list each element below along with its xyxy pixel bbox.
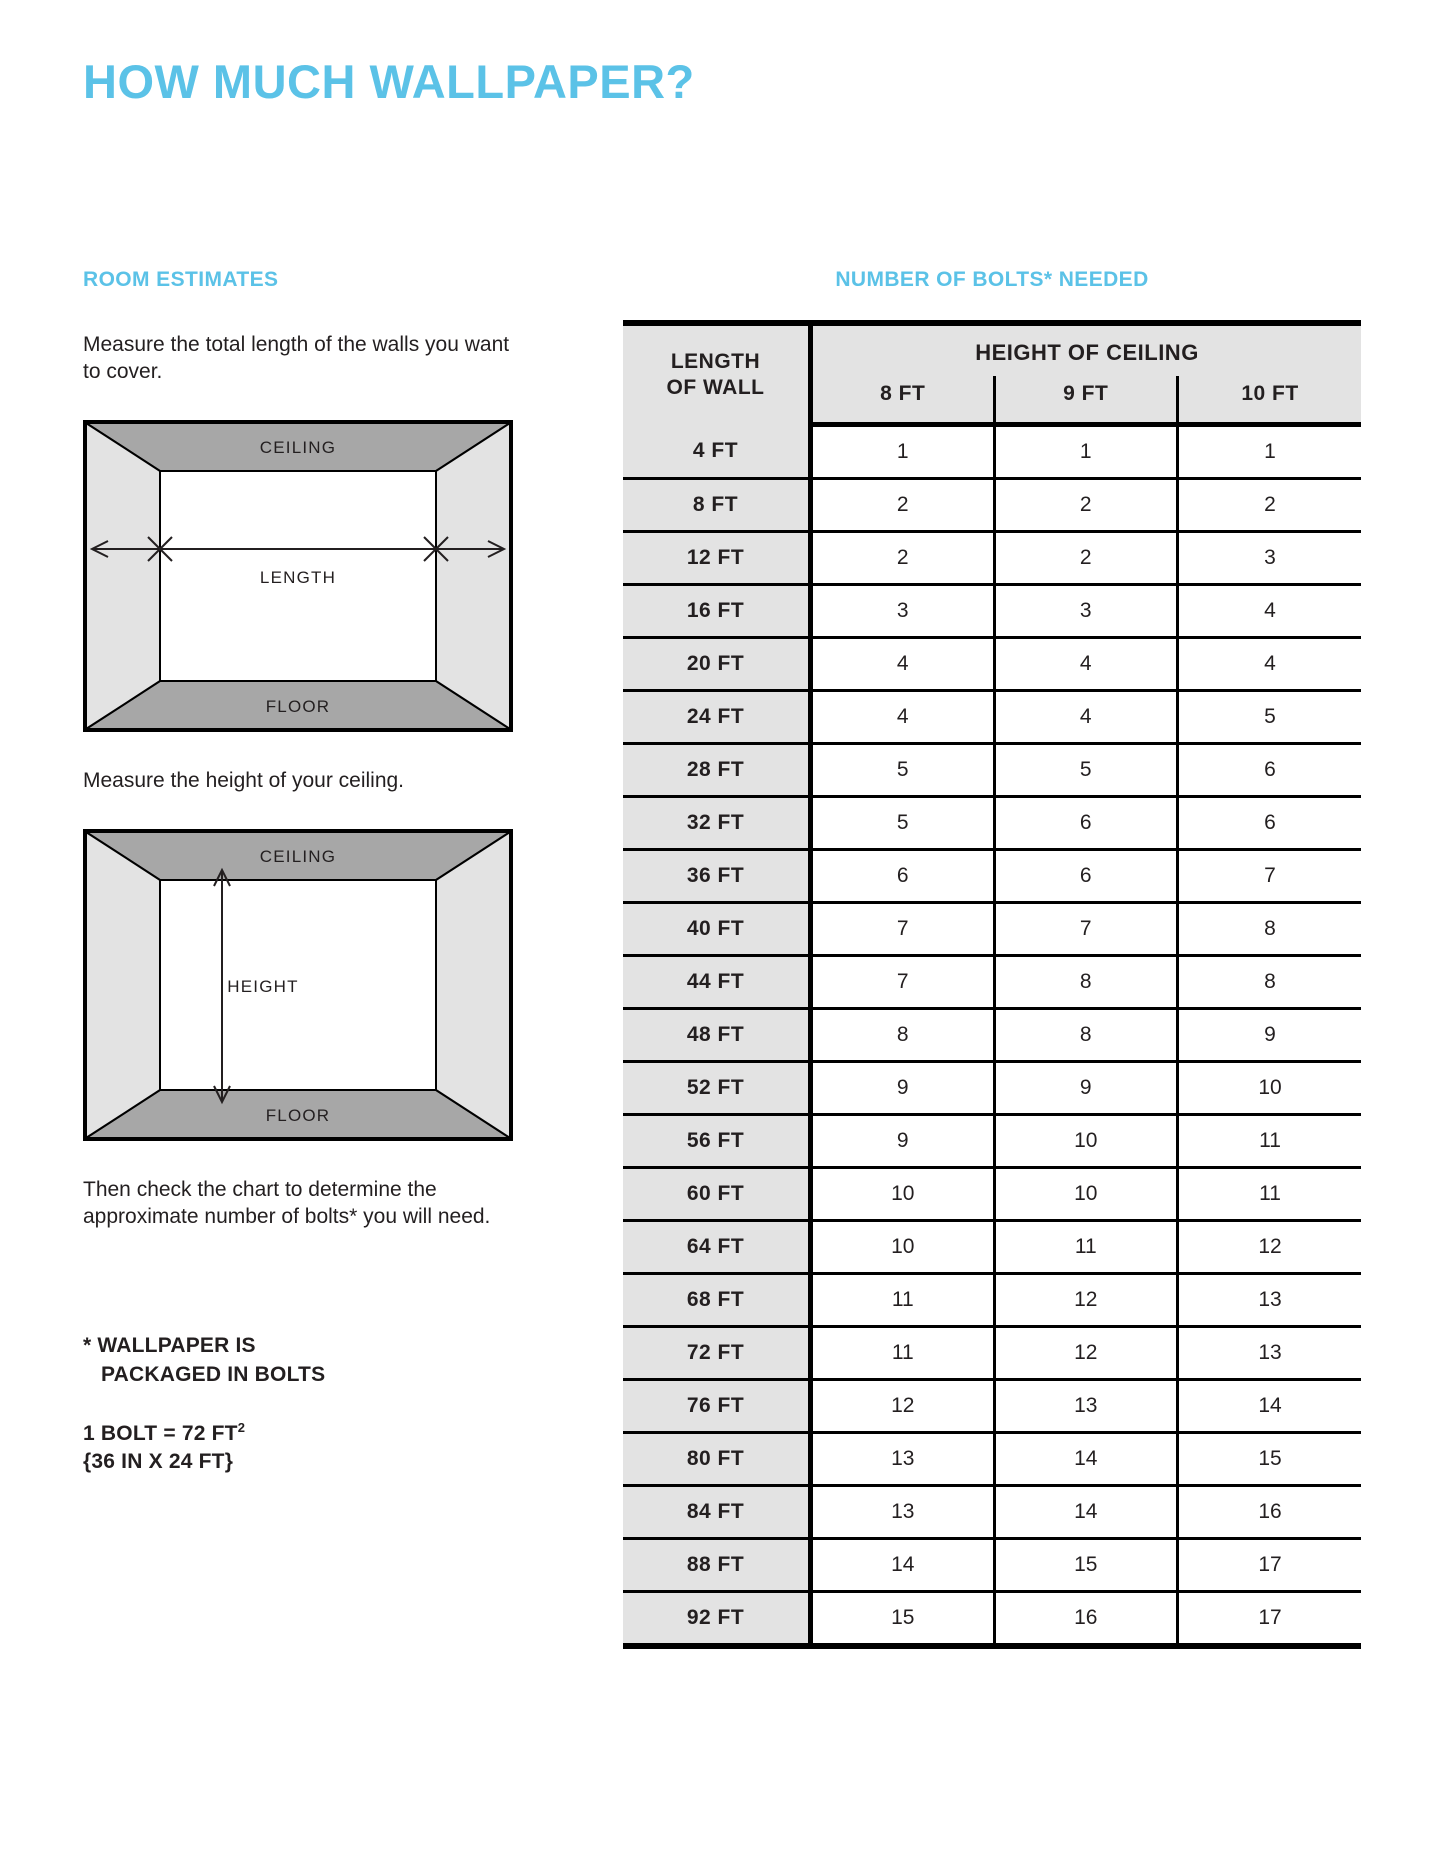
bolt-footnote-line-2: PACKAGED IN BOLTS <box>101 1362 326 1386</box>
cell-bolts-9ft: 7 <box>994 903 1178 956</box>
cell-bolts-10ft: 9 <box>1178 1009 1362 1062</box>
cell-bolts-9ft: 12 <box>994 1327 1178 1380</box>
cell-wall-length: 44 FT <box>623 956 811 1009</box>
cell-bolts-8ft: 7 <box>811 956 995 1009</box>
bolts-table <box>623 326 1361 1643</box>
cell-bolts-10ft: 14 <box>1178 1380 1362 1433</box>
table-row <box>623 1274 1361 1327</box>
cell-bolts-8ft: 3 <box>811 585 995 638</box>
cell-bolts-10ft: 12 <box>1178 1221 1362 1274</box>
cell-bolts-8ft: 2 <box>811 479 995 532</box>
cell-bolts-10ft: 17 <box>1178 1539 1362 1592</box>
table-row <box>623 585 1361 638</box>
table-row <box>623 956 1361 1009</box>
table-row <box>623 1433 1361 1486</box>
table-row <box>623 1115 1361 1168</box>
cell-wall-length: 64 FT <box>623 1221 811 1274</box>
cell-bolts-10ft: 6 <box>1178 797 1362 850</box>
table-row <box>623 425 1361 479</box>
room-diagram-height <box>83 829 513 1141</box>
cell-bolts-10ft: 8 <box>1178 956 1362 1009</box>
cell-bolts-8ft: 9 <box>811 1115 995 1168</box>
table-row <box>623 1380 1361 1433</box>
cell-bolts-9ft: 2 <box>994 479 1178 532</box>
diagram-ceiling-label: CEILING <box>259 437 337 457</box>
header-ceiling-8ft: 8 FT <box>811 376 995 425</box>
cell-bolts-10ft: 13 <box>1178 1274 1362 1327</box>
cell-bolts-9ft: 6 <box>994 797 1178 850</box>
cell-bolts-8ft: 6 <box>811 850 995 903</box>
cell-bolts-10ft: 13 <box>1178 1327 1362 1380</box>
cell-bolts-8ft: 2 <box>811 532 995 585</box>
cell-wall-length: 28 FT <box>623 744 811 797</box>
cell-bolts-10ft: 4 <box>1178 585 1362 638</box>
cell-bolts-9ft: 12 <box>994 1274 1178 1327</box>
cell-bolts-8ft: 10 <box>811 1168 995 1221</box>
bolt-size-note <box>83 1419 513 1477</box>
cell-wall-length: 60 FT <box>623 1168 811 1221</box>
cell-bolts-9ft: 11 <box>994 1221 1178 1274</box>
cell-bolts-10ft: 5 <box>1178 691 1362 744</box>
table-row <box>623 638 1361 691</box>
cell-bolts-9ft: 5 <box>994 744 1178 797</box>
cell-bolts-10ft: 3 <box>1178 532 1362 585</box>
cell-wall-length: 68 FT <box>623 1274 811 1327</box>
cell-bolts-10ft: 10 <box>1178 1062 1362 1115</box>
cell-bolts-8ft: 10 <box>811 1221 995 1274</box>
bolt-size-line-2: {36 IN X 24 FT} <box>83 1450 234 1474</box>
instruction-paragraph-3: Then check the chart to determine the approximate number of bolts* you will need. <box>83 1177 491 1228</box>
cell-bolts-10ft: 16 <box>1178 1486 1362 1539</box>
cell-bolts-10ft: 15 <box>1178 1433 1362 1486</box>
cell-wall-length: 20 FT <box>623 638 811 691</box>
cell-bolts-9ft: 9 <box>994 1062 1178 1115</box>
cell-bolts-9ft: 10 <box>994 1168 1178 1221</box>
cell-wall-length: 12 FT <box>623 532 811 585</box>
instruction-paragraph-2: Measure the height of your ceiling. <box>83 768 405 792</box>
cell-bolts-9ft: 14 <box>994 1486 1178 1539</box>
cell-bolts-8ft: 14 <box>811 1539 995 1592</box>
table-row <box>623 532 1361 585</box>
cell-bolts-10ft: 1 <box>1178 425 1362 479</box>
cell-bolts-9ft: 16 <box>994 1592 1178 1644</box>
cell-bolts-9ft: 13 <box>994 1380 1178 1433</box>
cell-wall-length: 52 FT <box>623 1062 811 1115</box>
header-ceiling-9ft: 9 FT <box>994 376 1178 425</box>
table-row <box>623 850 1361 903</box>
table-row <box>623 1539 1361 1592</box>
cell-wall-length: 80 FT <box>623 1433 811 1486</box>
cell-bolts-10ft: 7 <box>1178 850 1362 903</box>
cell-bolts-8ft: 4 <box>811 691 995 744</box>
header-length-of-wall <box>623 326 811 425</box>
header-length-line-2: OF WALL <box>666 376 765 400</box>
table-row <box>623 1009 1361 1062</box>
diagram-ceiling-label: CEILING <box>259 846 337 866</box>
cell-wall-length: 8 FT <box>623 479 811 532</box>
cell-bolts-10ft: 8 <box>1178 903 1362 956</box>
cell-bolts-10ft: 11 <box>1178 1115 1362 1168</box>
room-diagram-length <box>83 420 513 732</box>
cell-bolts-8ft: 15 <box>811 1592 995 1644</box>
cell-bolts-8ft: 13 <box>811 1433 995 1486</box>
cell-bolts-8ft: 11 <box>811 1274 995 1327</box>
diagram-floor-label: FLOOR <box>265 1105 331 1125</box>
cell-bolts-9ft: 1 <box>994 425 1178 479</box>
cell-wall-length: 88 FT <box>623 1539 811 1592</box>
bolt-size-text: 1 BOLT = 72 FT <box>83 1422 238 1446</box>
table-row <box>623 479 1361 532</box>
cell-wall-length: 4 FT <box>623 425 811 479</box>
cell-bolts-8ft: 13 <box>811 1486 995 1539</box>
cell-bolts-9ft: 10 <box>994 1115 1178 1168</box>
bolts-table-header <box>623 326 1361 425</box>
diagram-length-label: LENGTH <box>259 567 337 587</box>
table-row <box>623 1062 1361 1115</box>
section-heading-bolts-needed: NUMBER OF BOLTS* NEEDED <box>835 268 1149 291</box>
cell-wall-length: 92 FT <box>623 1592 811 1644</box>
cell-bolts-10ft: 6 <box>1178 744 1362 797</box>
header-length-line-1: LENGTH <box>670 350 761 373</box>
cell-wall-length: 36 FT <box>623 850 811 903</box>
page-title: HOW MUCH WALLPAPER? <box>83 55 695 108</box>
table-row <box>623 903 1361 956</box>
instruction-paragraph-1: Measure the total length of the walls you want to cover. <box>83 333 510 383</box>
cell-bolts-8ft: 5 <box>811 797 995 850</box>
table-row <box>623 744 1361 797</box>
cell-bolts-9ft: 2 <box>994 532 1178 585</box>
cell-bolts-9ft: 8 <box>994 956 1178 1009</box>
diagram-floor-label: FLOOR <box>265 696 331 716</box>
table-row <box>623 691 1361 744</box>
cell-bolts-9ft: 6 <box>994 850 1178 903</box>
cell-bolts-9ft: 15 <box>994 1539 1178 1592</box>
cell-wall-length: 40 FT <box>623 903 811 956</box>
cell-bolts-9ft: 4 <box>994 638 1178 691</box>
table-row <box>623 1221 1361 1274</box>
cell-wall-length: 76 FT <box>623 1380 811 1433</box>
header-height-of-ceiling: HEIGHT OF CEILING <box>811 326 1362 376</box>
table-row <box>623 1592 1361 1644</box>
cell-wall-length: 72 FT <box>623 1327 811 1380</box>
cell-wall-length: 56 FT <box>623 1115 811 1168</box>
table-row <box>623 1168 1361 1221</box>
cell-bolts-8ft: 7 <box>811 903 995 956</box>
section-heading-room-estimates: ROOM ESTIMATES <box>83 268 279 291</box>
room-estimates-column <box>83 268 513 1477</box>
bolts-table-column <box>623 268 1361 1649</box>
table-row <box>623 797 1361 850</box>
bolt-footnote-line-1: * WALLPAPER IS <box>83 1334 256 1358</box>
cell-bolts-8ft: 8 <box>811 1009 995 1062</box>
cell-bolts-9ft: 4 <box>994 691 1178 744</box>
cell-bolts-10ft: 2 <box>1178 479 1362 532</box>
bolt-size-superscript: 2 <box>237 1420 246 1436</box>
cell-bolts-8ft: 1 <box>811 425 995 479</box>
table-row <box>623 1486 1361 1539</box>
cell-wall-length: 24 FT <box>623 691 811 744</box>
table-header-row-1 <box>623 326 1361 376</box>
cell-bolts-8ft: 5 <box>811 744 995 797</box>
diagram-height-label: HEIGHT <box>227 976 299 996</box>
cell-wall-length: 32 FT <box>623 797 811 850</box>
cell-wall-length: 84 FT <box>623 1486 811 1539</box>
cell-bolts-10ft: 4 <box>1178 638 1362 691</box>
cell-bolts-8ft: 9 <box>811 1062 995 1115</box>
cell-bolts-9ft: 8 <box>994 1009 1178 1062</box>
cell-bolts-10ft: 11 <box>1178 1168 1362 1221</box>
cell-bolts-8ft: 4 <box>811 638 995 691</box>
bolts-table-wrapper <box>623 320 1361 1649</box>
cell-bolts-9ft: 14 <box>994 1433 1178 1486</box>
cell-bolts-8ft: 12 <box>811 1380 995 1433</box>
cell-wall-length: 16 FT <box>623 585 811 638</box>
bolt-footnote <box>83 1332 513 1389</box>
bolt-size-line-1 <box>83 1419 513 1448</box>
bolts-table-body <box>623 425 1361 1644</box>
header-ceiling-10ft: 10 FT <box>1178 376 1362 425</box>
cell-bolts-10ft: 17 <box>1178 1592 1362 1644</box>
cell-wall-length: 48 FT <box>623 1009 811 1062</box>
cell-bolts-8ft: 11 <box>811 1327 995 1380</box>
cell-bolts-9ft: 3 <box>994 585 1178 638</box>
table-row <box>623 1327 1361 1380</box>
